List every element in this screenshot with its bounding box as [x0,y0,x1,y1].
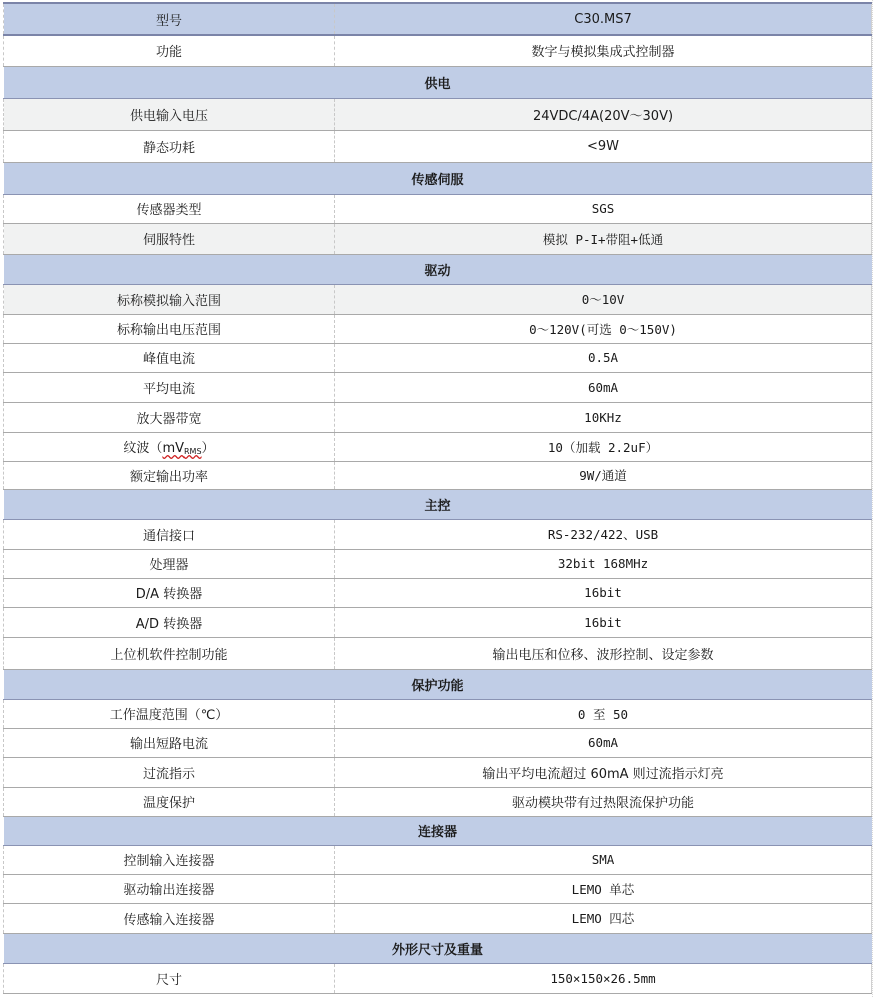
row-value: 60mA [335,372,872,402]
row-label: 通信接口 [4,519,335,549]
row-value: 16bit [335,607,872,637]
table-row [4,314,872,343]
row-value: RS-232/422、USB [335,519,872,549]
model-label: 型号 [4,3,335,35]
row-label-ripple [4,432,335,461]
ripple-label-main: 纹波（ [123,441,163,456]
table-row [4,519,872,549]
row-value: 0 至 50 [335,699,872,728]
row-label: 传感器类型 [4,194,335,223]
ripple-unit-main: mV [162,441,184,456]
row-value: 驱动模块带有过热限流保护功能 [335,787,872,816]
table-row [4,845,872,874]
model-row [4,3,872,35]
ripple-unit [162,441,201,456]
table-row [4,699,872,728]
table-row [4,903,872,933]
section-header-dimensions [4,933,872,963]
spec-table [3,2,872,994]
section-header-protection [4,669,872,699]
table-row [4,343,872,372]
row-value: 32bit 168MHz [335,549,872,578]
row-label: 尺寸 [4,963,335,993]
table-row [4,578,872,607]
row-label: 温度保护 [4,787,335,816]
row-label: 放大器带宽 [4,402,335,432]
section-title: 外形尺寸及重量 [4,933,872,963]
row-label: 标称输出电压范围 [4,314,335,343]
row-label: 供电输入电压 [4,98,335,130]
section-title: 传感伺服 [4,162,872,194]
row-value: 0.5A [335,343,872,372]
section-title: 主控 [4,489,872,519]
table-row [4,963,872,993]
table-row [4,874,872,903]
row-label: D/A 转换器 [4,578,335,607]
row-label: 过流指示 [4,757,335,787]
table-row [4,372,872,402]
section-header-connectors [4,816,872,845]
function-row [4,35,872,66]
section-header-sensor-servo [4,162,872,194]
row-label: 传感输入连接器 [4,903,335,933]
section-header-drive [4,254,872,284]
section-header-main-control [4,489,872,519]
row-label: 峰值电流 [4,343,335,372]
row-value: 24VDC/4A(20V～30V) [335,98,872,130]
row-label: 上位机软件控制功能 [4,637,335,669]
table-row [4,402,872,432]
row-label: 平均电流 [4,372,335,402]
row-label: 静态功耗 [4,130,335,162]
table-row [4,607,872,637]
section-title: 连接器 [4,816,872,845]
table-row [4,757,872,787]
function-label: 功能 [4,35,335,66]
row-label: 驱动输出连接器 [4,874,335,903]
row-value: LEMO 四芯 [335,903,872,933]
table-row [4,223,872,254]
section-title: 驱动 [4,254,872,284]
row-value: <9W [335,130,872,162]
row-value: 10（加载 2.2uF） [335,432,872,461]
row-value: 输出平均电流超过 60mA 则过流指示灯亮 [335,757,872,787]
table-row [4,461,872,489]
table-row [4,787,872,816]
row-value: 16bit [335,578,872,607]
row-value: SMA [335,845,872,874]
row-label: 伺服特性 [4,223,335,254]
row-value: 0～120V(可选 0～150V) [335,314,872,343]
table-row [4,98,872,130]
table-row [4,432,872,461]
row-label: 额定输出功率 [4,461,335,489]
row-value: LEMO 单芯 [335,874,872,903]
ripple-unit-sub: RMS [184,447,202,456]
page-edge-divider [872,0,883,997]
table-row [4,728,872,757]
table-row [4,549,872,578]
row-value: 0～10V [335,284,872,314]
row-value: 60mA [335,728,872,757]
ripple-label-end: ） [201,441,215,456]
row-value: 模拟 P-I+带阻+低通 [335,223,872,254]
row-label: 工作温度范围（℃） [4,699,335,728]
row-label: 标称模拟输入范围 [4,284,335,314]
row-label: 控制输入连接器 [4,845,335,874]
section-title: 保护功能 [4,669,872,699]
table-row [4,284,872,314]
table-row [4,637,872,669]
model-value: C30.MS7 [335,3,872,35]
row-value: 10KHz [335,402,872,432]
table-row [4,130,872,162]
row-label: A/D 转换器 [4,607,335,637]
function-value: 数字与模拟集成式控制器 [335,35,872,66]
row-value: 9W/通道 [335,461,872,489]
row-value: SGS [335,194,872,223]
row-value: 输出电压和位移、波形控制、设定参数 [335,637,872,669]
section-title: 供电 [4,66,872,98]
row-label: 输出短路电流 [4,728,335,757]
row-label: 处理器 [4,549,335,578]
section-header-power [4,66,872,98]
row-value: 150×150×26.5mm [335,963,872,993]
table-row [4,194,872,223]
